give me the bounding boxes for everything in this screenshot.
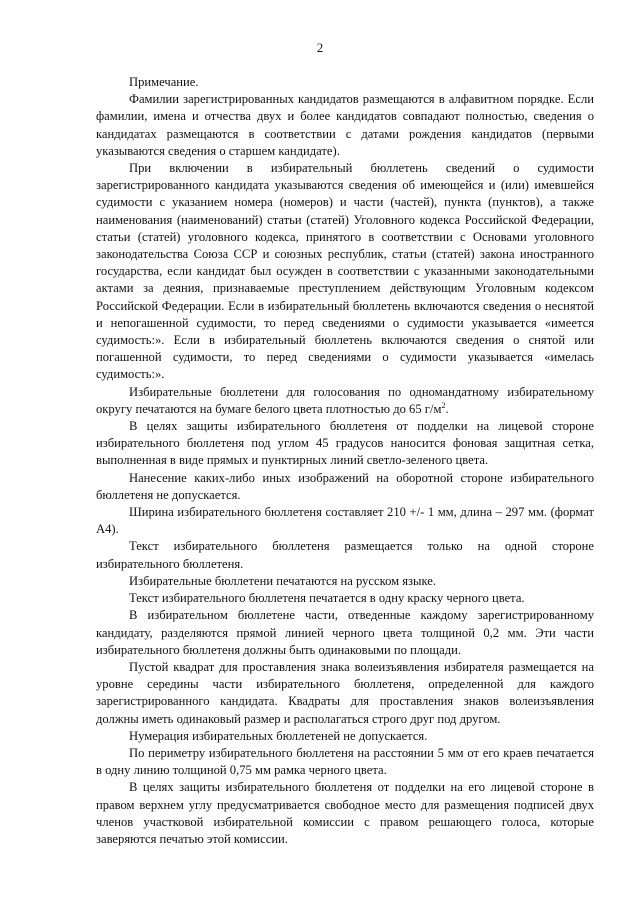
paragraph-language: Избирательные бюллетени печатаются на русском языке. <box>129 573 437 588</box>
document-body <box>96 74 594 848</box>
paper-density-superscript: 2 <box>441 400 446 410</box>
paragraph-numbering: Нумерация избирательных бюллетеней не допускается. <box>129 728 428 743</box>
paragraph-reverse-side: Нанесение каких-либо иных изображений на оборотной стороне избирательного бюллетеня не допускается. <box>96 470 594 502</box>
paragraph-security-grid: В целях защиты избирательного бюллетеня от подделки на лицевой стороне избирательного бюллетеня под углом 45 градусов наносится фоновая защитная сетка, выполненная в виде прямых и пунктирных линий светло-зеленого цвета. <box>96 419 594 468</box>
paragraph-ink-color: Текст избирательного бюллетеня печатается в одну краску черного цвета. <box>129 591 525 606</box>
paragraph-criminal-record: При включении в избирательный бюллетень сведений о судимости зарегистрированного кандидата указываются сведения об имеющейся и (или) имевшейся судимости с указанием номера (номеров) и части (частей), пункта (пунктов), а также наименования (наименований) статьи (статей) Уголовного кодекса Российской Федерации, статьи (статей) уголовного кодекса, принятого в соответствии с Основами уголовного законодательства Союза ССР и союзных республик, статьи (статей) закона иностранного государства, если кандидат был осужден в соответствии с указанными законодательными актами за деяния, признаваемые преступлением действующим Уголовным кодексом Российской Федерации. Если в избирательный бюллетень включаются сведения о неснятой и непогашенной судимости, то перед сведениями о судимости указывается «имеется судимость:». Если в избирательный бюллетень включаются сведения о снятой или погашенной судимости, то перед сведениями о судимости указывается «имелась судимость:». <box>96 161 594 382</box>
paragraph-separator-lines: В избирательном бюллетене части, отведенные каждому зарегистрированному кандидату, разделяются прямой линией черного цвета толщиной 0,2 мм. Эти части избирательного бюллетеня должны быть одинаковыми по площади. <box>96 608 594 657</box>
paper-density-end: . <box>445 401 449 416</box>
paper-density-text: Избирательные бюллетени для голосования по одномандатному избирательному округу печатаются на бумаге белого цвета плотностью до 65 г/м <box>96 384 594 416</box>
paragraph-vote-box: Пустой квадрат для проставления знака волеизъявления избирателя размещается на уровне середины части избирательного бюллетеня, определенной для каждого зарегистрированного кандидата. Квадраты для проставления знаков волеизъявления должны иметь одинаковый размер и располагаться строго друг под другом. <box>96 659 594 726</box>
paragraph-ballot-size: Ширина избирательного бюллетеня составляет 210 +/- 1 мм, длина – 297 мм. (формат А4). <box>96 505 594 537</box>
note-title: Примечание. <box>129 75 199 89</box>
paragraph-frame: По периметру избирательного бюллетеня на расстоянии 5 мм от его краев печатается в одну линию толщиной 0,75 мм рамка черного цвета. <box>96 745 594 778</box>
paragraph-alphabetical-order: Фамилии зарегистрированных кандидатов размещаются в алфавитном порядке. Если фамилии, имена и отчества двух и более кандидатов совпадают полностью, сведения о кандидатах размещаются в соответствии с датами рождения кандидатов (первыми указываются сведения о старшем кандидате). <box>96 92 594 158</box>
paragraph-paper-density <box>96 384 594 418</box>
paragraph-one-side: Текст избирательного бюллетеня размещается только на одной стороне избирательного бюллетеня. <box>96 539 594 571</box>
page-number: 2 <box>316 40 324 55</box>
paragraph-signatures: В целях защиты избирательного бюллетеня от подделки на его лицевой стороне в правом верхнем углу предусматривается свободное место для размещения подписей двух членов участковой избирательной комиссии с правом решающего голоса, которые заверяются печатью этой комиссии. <box>96 780 594 846</box>
